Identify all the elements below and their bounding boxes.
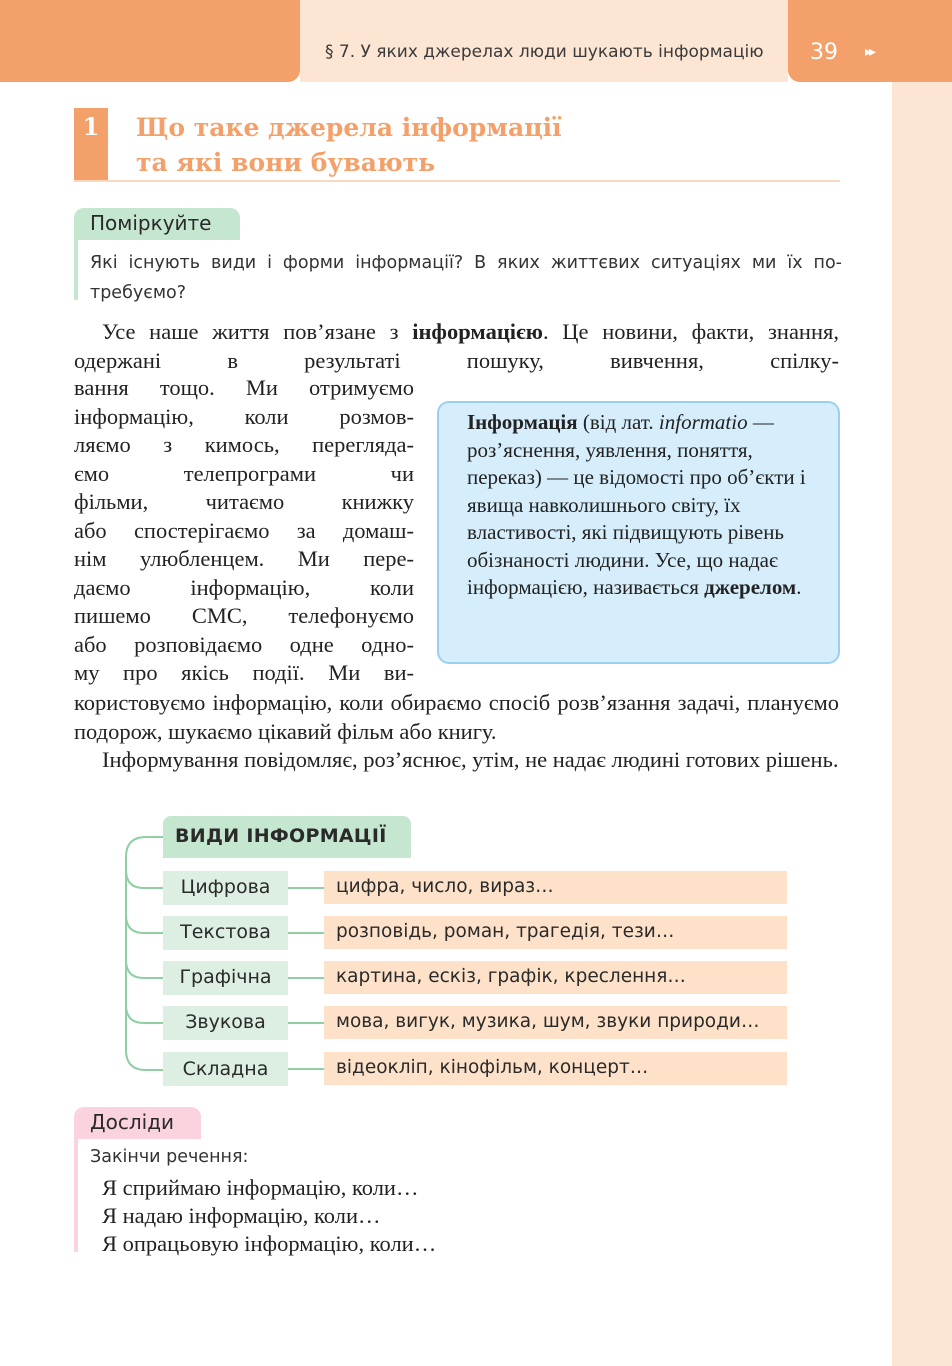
connector-branch xyxy=(126,915,163,933)
chapter-title: § 7. У яких джерелах люди шукають інформацію xyxy=(325,42,764,62)
connector-branch xyxy=(126,1005,163,1023)
definition-term: Інформація xyxy=(467,410,578,434)
section-title-line-1: Що таке джерела інформації xyxy=(136,113,562,142)
definition-latin: informatio xyxy=(658,410,748,434)
research-sentence: Я сприймаю інформацію, коли… xyxy=(102,1175,419,1200)
research-sentence: Я опрацьовую інформацію, коли… xyxy=(102,1231,437,1256)
think-question: Які існують види і форми інформації? В яких життєвих ситуаціях ми їх потребуємо? xyxy=(90,253,842,303)
examples-text: цифра, число, вираз… xyxy=(336,876,554,897)
section-number: 1 xyxy=(82,112,100,141)
wrap-line: ляємо з кимось, переглядa- xyxy=(74,432,414,457)
paragraph-informing: Інформування повідомляє, роз’яснює, утім, не надає людині готових рішень. xyxy=(102,747,839,772)
definition-origin-prefix: (від лат. xyxy=(577,410,659,434)
connector-branch xyxy=(126,870,163,888)
kind-label: Графічна xyxy=(179,966,272,988)
page-number: 39 xyxy=(810,40,838,65)
kind-label: Текстова xyxy=(180,921,271,943)
wrap-line: пишемо СМС, телефонуємо xyxy=(74,603,414,628)
research-intro: Закінчи речення: xyxy=(90,1147,249,1167)
wrap-line: му про якісь події. Ми ви- xyxy=(74,660,414,685)
research-sentence: Я надаю інформацію, коли… xyxy=(102,1203,381,1228)
section-title-line-2: та які вони бувають xyxy=(136,148,436,177)
kind-label: Цифрова xyxy=(180,876,271,898)
definition-body: — роз’яснення, уявлення, поняття, переказ) — це відомості про об’єкти і явища навколишнього світу, їх властивості, які підвищують рівень обізнаності людини. Усе, що надає інформацією, називається xyxy=(467,410,806,599)
examples-text: розповідь, роман, трагедія, тези… xyxy=(336,921,675,942)
wrap-line: фільми, читаємо книжку xyxy=(74,489,414,514)
connector-branch xyxy=(126,960,163,978)
research-side-line xyxy=(74,1139,78,1252)
think-label: Поміркуйте xyxy=(90,211,212,235)
wrap-line: або розповідаємо одне одно- xyxy=(74,631,414,657)
examples-text: мова, вигук, музика, шум, звуки природи… xyxy=(336,1011,760,1032)
connector-trunk xyxy=(126,837,163,1070)
paragraph-intro-start: Усе наше життя пов’язане з xyxy=(102,319,413,344)
kind-label: Звукова xyxy=(185,1011,266,1033)
wrap-line: інформацію, коли розмов- xyxy=(74,403,414,429)
paragraph-intro-rest: . Це новини, факти, знання, одержані в результаті пошуку, вивчення, спілку- xyxy=(74,319,839,373)
paragraph-continuation: користовуємо інформацію, коли обираємо спосіб розв’язання задачі, плануємо подорож, шукаємо цікавий фільм або книгу. xyxy=(74,690,839,744)
next-arrows-icon: ▸▸ xyxy=(865,44,874,60)
paragraph-intro-bold: інформацією xyxy=(412,319,543,344)
wrap-line: даємо інформацію, коли xyxy=(74,574,414,600)
wrap-line: ємо телепрограми чи xyxy=(74,460,414,486)
kind-label: Складна xyxy=(182,1058,269,1080)
kinds-title: ВИДИ ІНФОРМАЦІЇ xyxy=(175,825,387,847)
wrap-line: або спостерігаємо за домаш- xyxy=(74,517,414,543)
definition-source-term: джерелом xyxy=(704,575,797,599)
examples-text: відеокліп, кінофільм, концерт… xyxy=(336,1057,649,1078)
wrap-line: вання тощо. Ми отримуємо xyxy=(74,375,414,400)
examples-text: картина, ескіз, графік, креслення… xyxy=(336,966,686,987)
definition-end: . xyxy=(796,575,802,599)
research-label: Досліди xyxy=(90,1110,175,1134)
wrap-line: нім улюбленцем. Ми пере- xyxy=(74,546,414,571)
